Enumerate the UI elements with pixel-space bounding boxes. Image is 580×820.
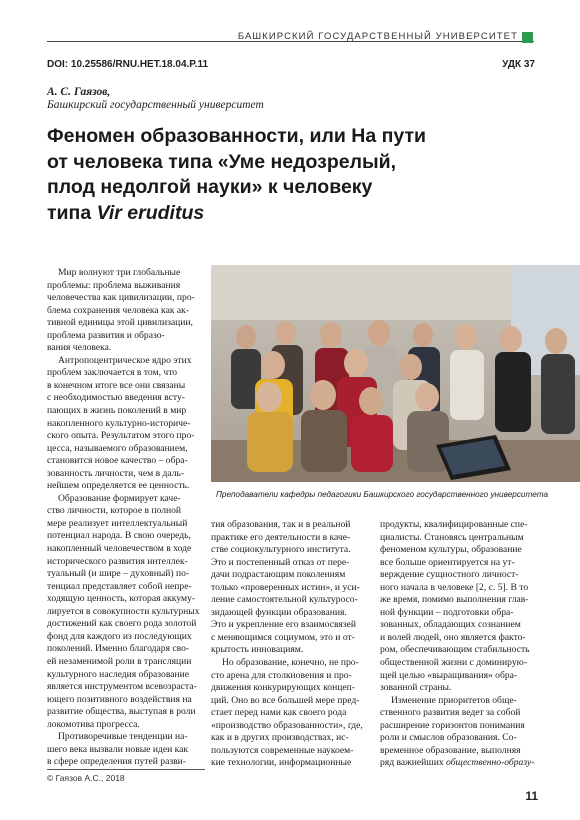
- text-line: культурного наследия образование: [47, 668, 190, 680]
- text-line: Это и укрепление его взаимосвязей: [211, 619, 356, 631]
- text-line: ственного развития ведет за собой: [380, 707, 521, 719]
- text-line: потенциал народа. В свою очередь,: [47, 530, 191, 542]
- text-line: ходящую ценность, которая аккуму-: [47, 593, 196, 605]
- title-line: плод недолгой науки» к человеку: [47, 176, 373, 198]
- text-line: ного начала в человеке [2, с. 5]. В то: [380, 581, 529, 593]
- text-line: с необходимостью введения всту-: [47, 392, 185, 404]
- text-line: сто арена для столкновения и про-: [211, 669, 352, 681]
- text-line: ей незаменимой роли в трансляции: [47, 655, 192, 667]
- title-latin: Vir eruditus: [96, 201, 205, 224]
- text-line: тивной единицы этой цивилизации,: [47, 317, 193, 329]
- footnote-rule: [47, 769, 205, 770]
- text-line: феноменом культуры, образование: [380, 544, 522, 556]
- text-line: накопленного культурно-историче-: [47, 417, 191, 429]
- text-line: становится новое качество – обра-: [47, 455, 188, 467]
- text-line: стве социокультурного института.: [211, 544, 351, 556]
- text-line: ций. Оно во все большей мере пред-: [211, 694, 360, 706]
- title-line: типа Vir eruditus: [47, 201, 205, 224]
- text-line: вания человека.: [47, 342, 112, 354]
- text-line: тия образования, так и в реальной: [211, 519, 351, 530]
- text-line: ющего позитивного воздействия на: [47, 693, 192, 705]
- text-line: Образование формирует каче-: [58, 492, 181, 504]
- text-line: Это и постепенный отказ от пере-: [211, 556, 350, 568]
- text-line: зидающей функции образования.: [211, 606, 347, 618]
- text-line: расширение горизонтов понимания: [380, 719, 525, 731]
- udk-code: УДК 37: [502, 59, 535, 70]
- italic-term: общественно-образу-: [446, 757, 535, 769]
- text-line: тенциал представляет собой непре-: [47, 580, 192, 592]
- text-line: Мир волнуют три глобальные: [58, 267, 181, 278]
- text-line: практике его деятельности в каче-: [211, 531, 351, 543]
- text-line: фонд для каждого из последующих: [47, 630, 192, 642]
- text-line: нейшем определяется ее ценность.: [47, 480, 190, 492]
- text-line: верждение сущностного личност-: [380, 569, 519, 581]
- text-line: общественной жизни с доминирую-: [380, 657, 528, 669]
- text-line: в сфере определения путей разви-: [47, 756, 186, 768]
- text-line: достижений как своего рода золотой: [47, 618, 197, 630]
- text-line: проблем заключается в том, что: [47, 367, 178, 379]
- text-line: пользуются современные наукоем-: [211, 744, 354, 756]
- text-line: ной функции – подготовки обра-: [380, 606, 514, 618]
- text-line: ство личности, которое в полной: [47, 505, 182, 517]
- group-photo-illustration: [211, 265, 580, 482]
- text-line: блема сохранения человека как ак-: [47, 304, 190, 316]
- text-line: Изменение приоритетов обще-: [391, 694, 517, 706]
- text-line: мере реализует интеллектуальный: [47, 517, 188, 529]
- paragraph: [47, 267, 203, 280]
- text-line: же время, помимо выполнения глав-: [380, 594, 529, 606]
- text-line: зованных, обладающих сознанием: [380, 619, 521, 631]
- text-line: кие технологии, информационные: [211, 757, 352, 769]
- body-column-3: [380, 519, 540, 770]
- text-line: как и в других производствах, ис-: [211, 732, 349, 744]
- text-line: циалисты. Становясь центральным: [380, 531, 524, 543]
- text-line: ление самостоятельной культуросо-: [211, 594, 358, 606]
- text-line: пающих в жизнь поколений в мир: [47, 405, 187, 417]
- text-line: продукты, квалифицированные спе-: [380, 519, 528, 530]
- text-line: роли и смыслов образования. Со-: [380, 732, 517, 744]
- text-line: лируется в совокупности культурных: [47, 605, 200, 617]
- page-number: 11: [525, 789, 538, 803]
- text-line: дачи подрастающим поколениям: [211, 569, 346, 581]
- text-line: в конечном итоге все они связаны: [47, 379, 186, 391]
- article-title: [47, 124, 537, 226]
- text-line: цесса, называемого образованием,: [47, 442, 188, 454]
- doi: DOI: 10.25586/RNU.HET.18.04.P.11: [47, 59, 209, 70]
- text-line: проблема развития и образо-: [47, 329, 165, 341]
- text-line: зованность личности, чем в даль-: [47, 467, 185, 479]
- body-column-1: [47, 267, 203, 769]
- author-affiliation: Башкирский государственный университет: [47, 99, 264, 111]
- running-header: БАШКИРСКИЙ ГОСУДАРСТВЕННЫЙ УНИВЕРСИТЕТ: [237, 31, 518, 42]
- text-line: человечества как цивилизации, про-: [47, 292, 195, 304]
- photo-caption: Преподаватели кафедры педагогики Башкирского государственного университета: [216, 490, 549, 499]
- text-line: стает перед нами как своего рода: [211, 707, 347, 719]
- text-line: является инструментом всевозраста-: [47, 681, 197, 693]
- text-line: Но образование, конечно, не про-: [222, 657, 359, 669]
- text-line: Противоречивые тенденции на-: [58, 731, 188, 743]
- text-line: развитие общества, выступая в роли: [47, 706, 196, 718]
- text-line: ряд важнейших общественно-образу-: [380, 757, 535, 769]
- text-line: все больше ориентируется на ут-: [380, 556, 515, 568]
- text-line: временное образование, выполняя: [380, 744, 521, 756]
- text-line: зованной страны.: [380, 682, 452, 694]
- header-accent-square: [522, 32, 533, 43]
- text-line: ром, обеспечивающим стабильность: [380, 644, 530, 656]
- body-column-2: [211, 519, 369, 770]
- text-line: проблемы: проблема выживания: [47, 279, 181, 291]
- text-line: ского опыта. Результатом этого про-: [47, 430, 195, 442]
- author-name: А. С. Гаязов,: [47, 86, 111, 98]
- title-line: от человека типа «Уме недозрелый,: [47, 150, 397, 173]
- text-line: исторического развития интеллек-: [47, 555, 188, 567]
- text-line: «производство образованности», где,: [211, 719, 363, 731]
- group-photo: [211, 265, 580, 482]
- text-line: крытость инновациям.: [211, 644, 304, 656]
- text-line: только «проверенных истин», и уси-: [211, 581, 360, 593]
- text-line: щей целью «выращивания» обра-: [380, 669, 518, 681]
- text-line: и волей людей, оно является факто-: [380, 631, 526, 643]
- text-line: движения конкурирующих концеп-: [211, 682, 355, 694]
- text-line: Антропоцентрическое ядро этих: [58, 354, 192, 366]
- copyright: © Гаязов А.С., 2018: [47, 773, 125, 783]
- text-line: накопленный человечеством в ходе: [47, 543, 192, 555]
- text-line: шего века вызвали новые идеи как: [47, 743, 189, 755]
- text-line: поколений. Именно благодаря сво-: [47, 643, 190, 655]
- title-line: Феномен образованности, или На пути: [47, 125, 426, 147]
- text-line: локомотива прогресса.: [47, 718, 140, 730]
- text-line: с меняющимся социумом, это и от-: [211, 631, 355, 643]
- text-line: туальный (и шире – духовный) по-: [47, 568, 190, 580]
